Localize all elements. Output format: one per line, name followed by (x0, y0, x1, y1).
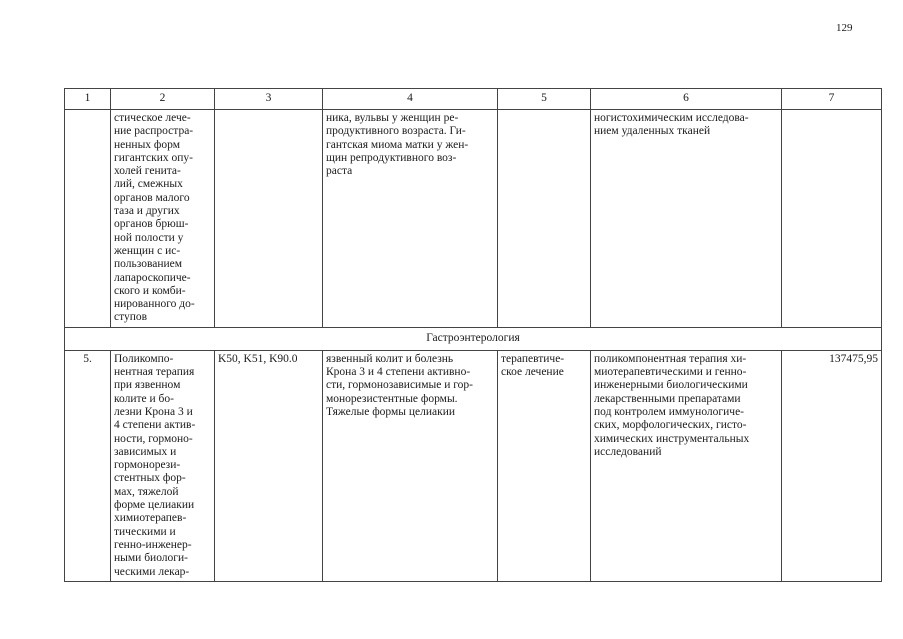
row2-method: Поликомпо- нентная терапия при язвенном колите и бо- лезни Крона 3 и 4 степени актив- ности, гормоно- зависимых и гормонорези- стентных фор- мах, тяжелой форме целиакии химиотерапев- тическими и генно-инженер- ными биологи- ческими лекар- (111, 350, 215, 581)
page-number: 129 (836, 22, 853, 34)
section-row (65, 327, 882, 350)
header-row (65, 89, 882, 110)
header-col-5: 5 (498, 89, 591, 110)
row1-number (65, 110, 111, 328)
medical-care-table (64, 88, 882, 582)
row1-method-detail: ногистохимическим исследова- нием удаленных тканей (591, 110, 782, 328)
row2-patient-model: язвенный колит и болезнь Крона 3 и 4 степени активно- сти, гормонозависимые и гор- монорезистентные формы. Тяжелые формы целиакии (323, 350, 498, 581)
header-col-4: 4 (323, 89, 498, 110)
row1-treatment-type (498, 110, 591, 328)
table-row (65, 110, 882, 328)
header-col-2: 2 (111, 89, 215, 110)
row2-method-detail: поликомпонентная терапия хи- миотерапевтическими и генно- инженерными биологическими лекарственными препаратами под контролем иммунологиче- ских, морфологических, гисто- химических инструментальных исследований (591, 350, 782, 581)
row1-cost (782, 110, 882, 328)
table-row (65, 350, 882, 581)
row2-codes: K50, K51, K90.0 (215, 350, 323, 581)
header-col-3: 3 (215, 89, 323, 110)
section-title: Гастроэнтерология (65, 327, 882, 350)
row1-codes (215, 110, 323, 328)
row1-patient-model: ника, вульвы у женщин ре- продуктивного возраста. Ги- гантская миома матки у жен- щин репродуктивного воз- раста (323, 110, 498, 328)
header-col-7: 7 (782, 89, 882, 110)
row2-treatment-type: терапевтиче- ское лечение (498, 350, 591, 581)
row2-number: 5. (65, 350, 111, 581)
header-col-1: 1 (65, 89, 111, 110)
row1-method: стическое лече- ние распростра- ненных форм гигантских опу- холей генита- лий, смежных органов малого таза и других органов брюш- ной полости у женщин с ис- пользованием лапароскопиче- ского и комби- нированного до- ступов (111, 110, 215, 328)
header-col-6: 6 (591, 89, 782, 110)
row2-cost: 137475,95 (782, 350, 882, 581)
